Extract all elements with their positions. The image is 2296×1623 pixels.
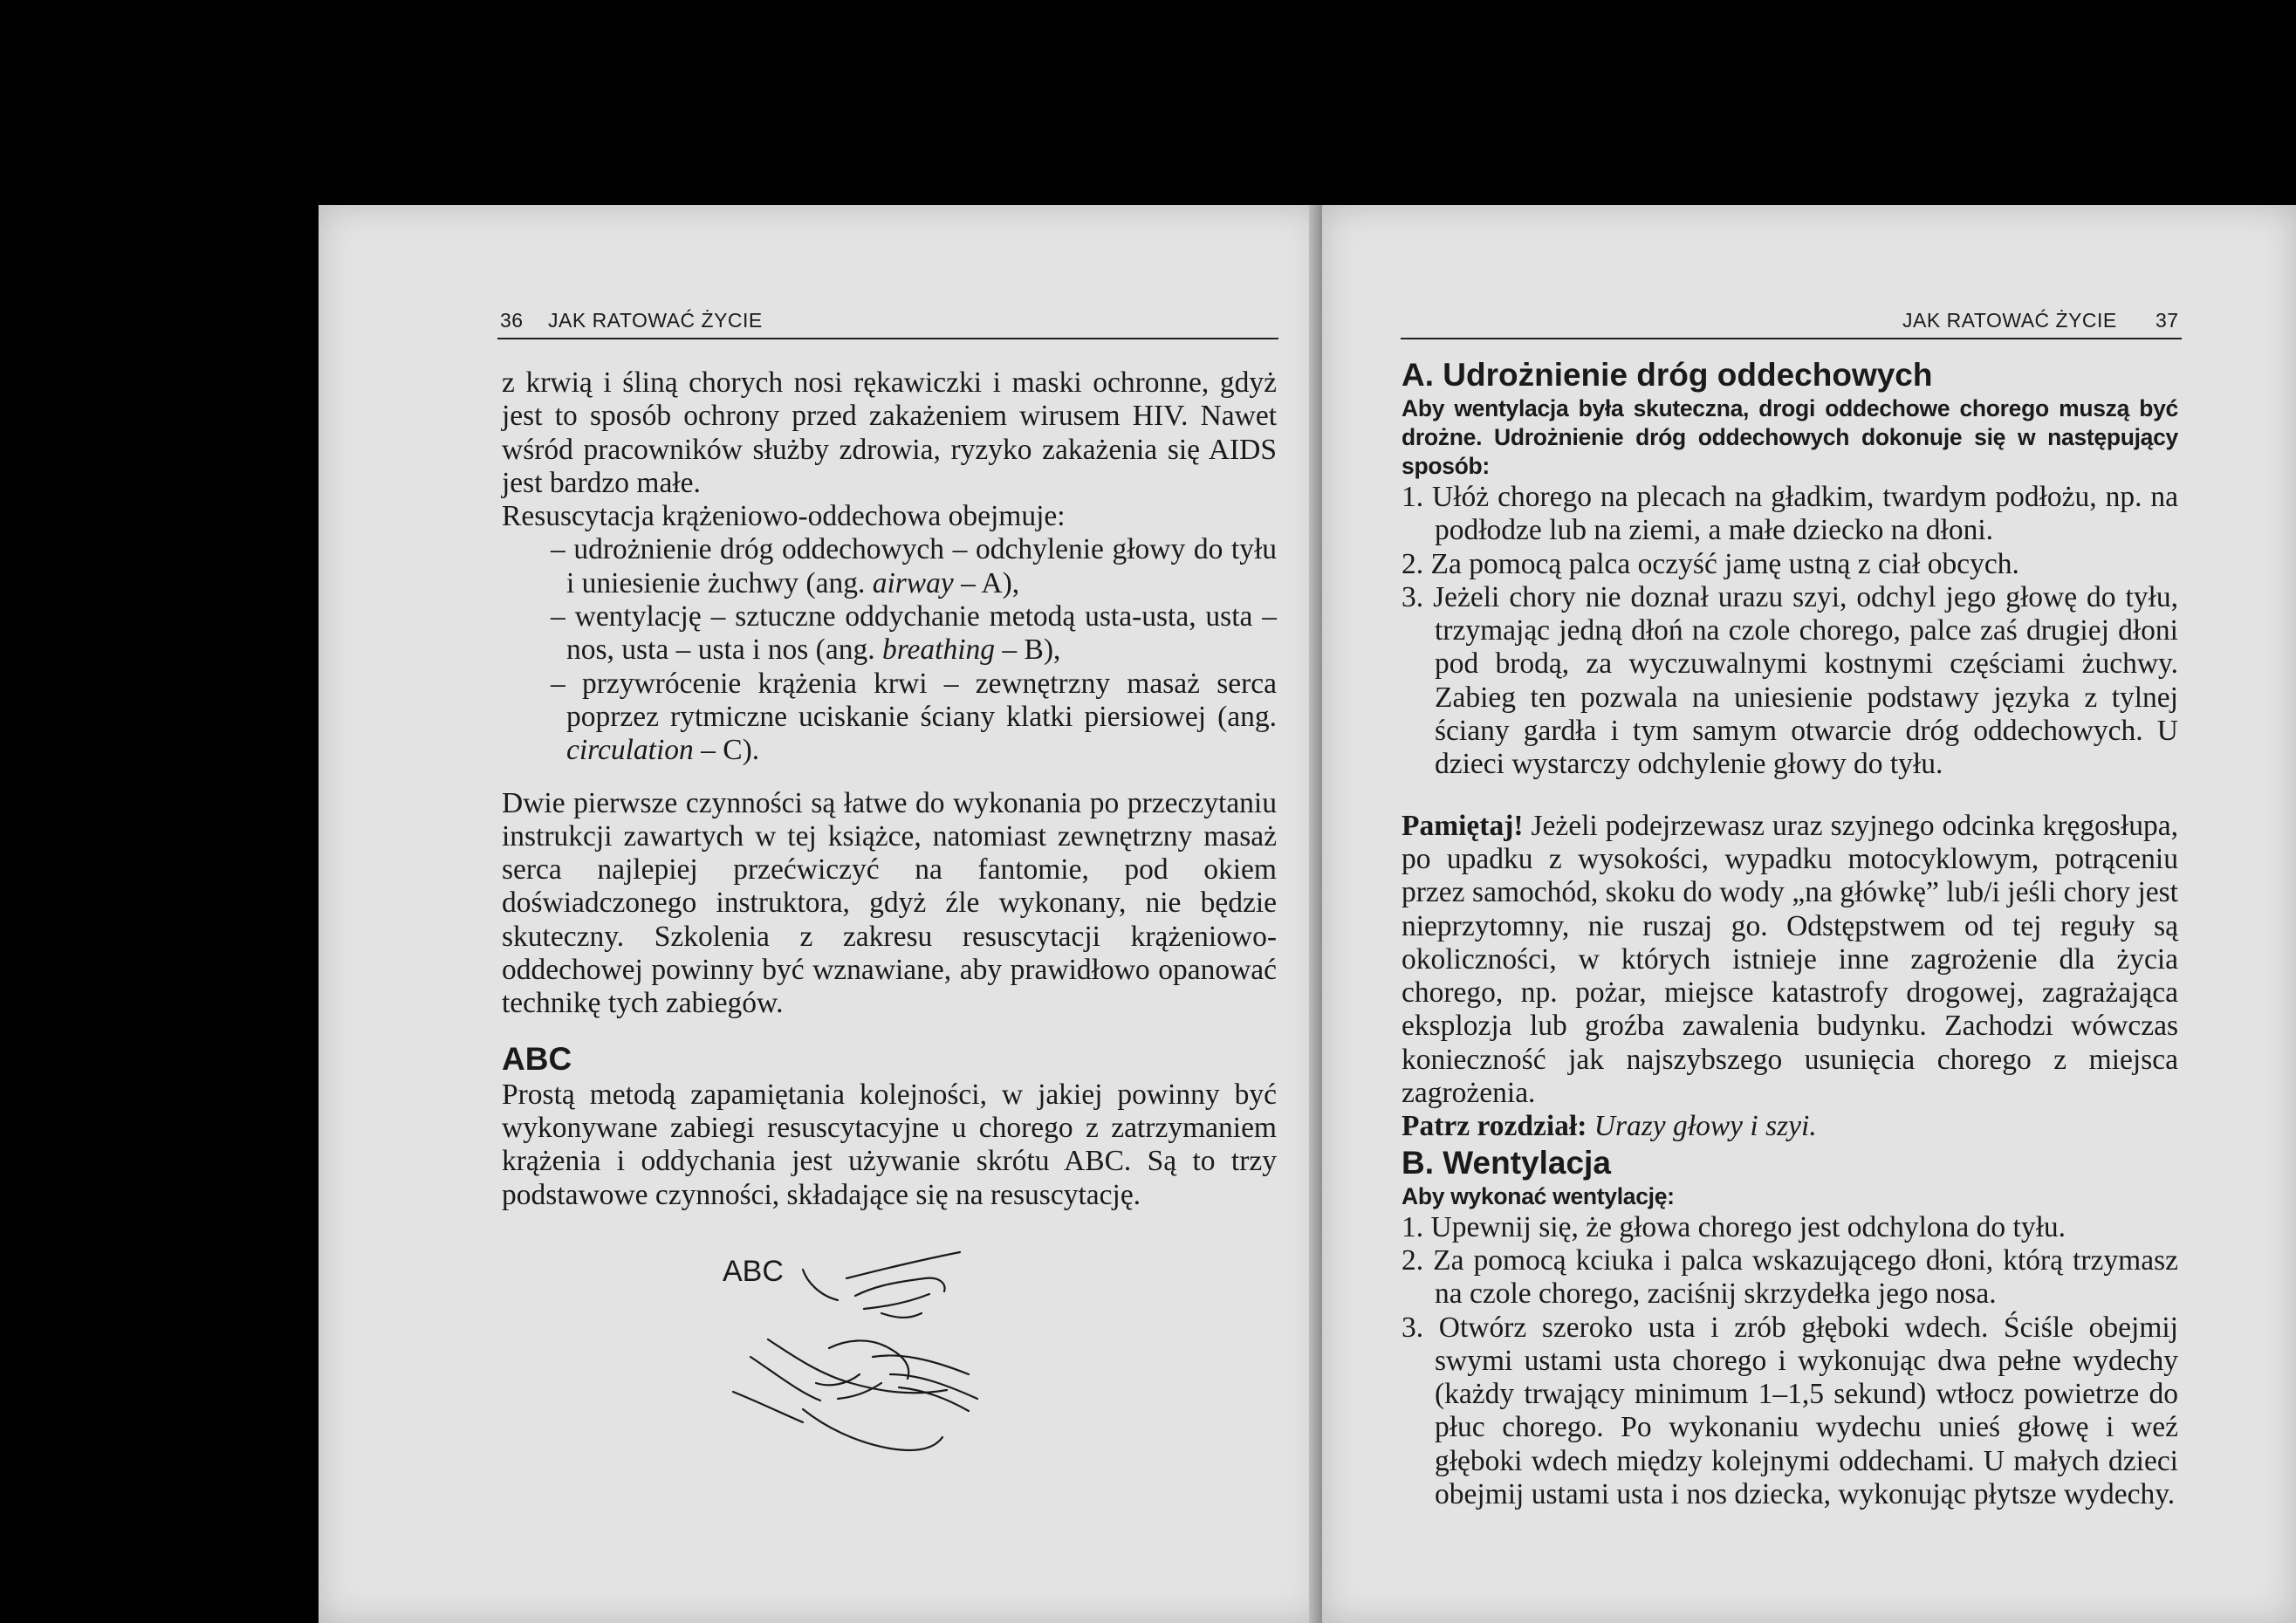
abc-paragraph: Prostą metodą zapamiętania kolejności, w jakiej powinny być wykonywane zabiegi resuscytacyjne u chorego z zatrzymaniem krążenia i oddychania jest używanie skrótu ABC. Są to trzy podstawowe czynności, składające się na resuscytację. bbox=[502, 1078, 1277, 1211]
training-paragraph: Dwie pierwsze czynności są łatwe do wykonania po przeczytaniu instrukcji zawartych w tej książce, natomiast zewnętrzny masaż serca najlepiej przećwiczyć na fantomie, pod okiem doświadczonego instruktora, gdyż źle wykonany, nie będzie skuteczny. Szkolenia z zakresu resuscytacji krążeniowo-oddechowej powinny być wznawiane, aby prawidłowo opanować technikę tych zabiegów. bbox=[502, 786, 1277, 1020]
right-text-block bbox=[1402, 356, 2178, 1511]
list-item: 2. Za pomocą palca oczyść jamę ustną z ciał obcych. bbox=[1402, 547, 2019, 580]
list-item: 3. Jeżeli chory nie doznał urazu szyi, odchyl jego głowę do tyłu, trzymając jedną dłoń na czole chorego, palce zaś drugiej dłoni pod brodą, za wyczuwalnymi kostnymi częściami żuchwy. Zabieg ten pozwala na uniesienie podstawy języka z tylnej ściany gardła i tym samym otwarcie dróg oddechowych. U dzieci wystarczy odchylenie głowy do tyłu. bbox=[1402, 580, 2178, 781]
section-b-steps bbox=[1402, 1211, 2178, 1512]
left-text-block bbox=[502, 366, 1277, 1212]
cpr-list bbox=[551, 533, 1277, 767]
list-item: 1. Ułóż chorego na plecach na gładkim, twardym podłożu, np. na podłodze lub na ziemi, a małe dziecko na dłoni. bbox=[1402, 481, 2178, 547]
section-b-lead: Aby wykonać wentylację: bbox=[1402, 1182, 1675, 1209]
section-a-steps bbox=[1402, 481, 2178, 782]
right-header-rule bbox=[1401, 338, 2182, 339]
section-a-lead: Aby wentylacja była skuteczna, drogi oddechowe chorego muszą być drożne. Udrożnienie dróg oddechowych dokonuje się w następujący sposób: bbox=[1402, 395, 2178, 479]
left-running-head: JAK RATOWAĆ ŻYCIE bbox=[548, 309, 763, 332]
section-b-heading: B. Wentylacja bbox=[1402, 1144, 1611, 1181]
left-header-rule bbox=[497, 338, 1278, 339]
section-a-heading: A. Udrożnienie dróg oddechowych bbox=[1402, 357, 1933, 393]
list-item: – udrożnienie dróg oddechowych – odchylenie głowy do tyłu i uniesienie żuchwy (ang. airway – A), bbox=[551, 533, 1277, 600]
intro-paragraph: z krwią i śliną chorych nosi rękawiczki i maski ochronne, gdyż jest to sposób ochrony przed zakażeniem wirusem HIV. Nawet wśród pracowników służby zdrowia, ryzyko zakażenia się AIDS jest bardzo małe. bbox=[502, 366, 1277, 499]
list-item: – wentylację – sztuczne oddychanie metodą usta-usta, usta – nos, usta – usta i nos (ang. breathing – B), bbox=[551, 600, 1277, 668]
abc-illustration bbox=[716, 1243, 1030, 1457]
cpr-intro: Resuscytacja krążeniowo-oddechowa obejmuje: bbox=[502, 500, 1066, 533]
remember-note: Pamiętaj! Jeżeli podejrzewasz uraz szyjnego odcinka kręgosłupa, po upadku z wysokości, wypadku motocyklowym, potrąceniu przez samochód, skoku do wody „na główkę” lub/i jeśli chory jest nieprzytomny, nie ruszaj go. Odstępstwem od tej reguły są okoliczności, w których istnieje inne zagrożenie dla życia chorego, np. pożar, miejsce katastrofy drogowej, zagrażająca eksplozja lub groźba zawalenia budynku. Zachodzi wówczas konieczność jak najszybszego usunięcia chorego z miejsca zagrożenia. bbox=[1402, 809, 2178, 1110]
list-item: 1. Upewnij się, że głowa chorego jest odchylona do tyłu. bbox=[1402, 1210, 2066, 1243]
abc-heading: ABC bbox=[502, 1040, 572, 1077]
see-chapter: Patrz rozdział: Urazy głowy i szyi. bbox=[1402, 1110, 1817, 1143]
list-item: 2. Za pomocą kciuka i palca wskazującego dłoni, którą trzymasz na czole chorego, zaciśnij skrzydełka jego nosa. bbox=[1402, 1243, 2178, 1311]
right-page-number: 37 bbox=[2155, 309, 2179, 332]
remember-label: Pamiętaj! bbox=[1402, 809, 1524, 842]
list-item: – przywrócenie krążenia krwi – zewnętrzny masaż serca poprzez rytmiczne uciskanie ściany klatki piersiowej (ang. circulation – C). bbox=[551, 668, 1277, 768]
right-running-head: JAK RATOWAĆ ŻYCIE bbox=[1902, 309, 2117, 332]
left-page-number: 36 bbox=[500, 309, 524, 332]
list-item: 3. Otwórz szeroko usta i zrób głęboki wdech. Ściśle obejmij swymi ustami usta chorego i wykonując dwa pełne wydechy (każdy trwający minimum 1–1,5 sekund) wtłocz powietrze do płuc chorego. Po wykonaniu wydechu unieś głowę i weź głęboki wdech między kolejnymi oddechami. U małych dzieci obejmij ustami usta i nos dziecka, wykonując płytsze wydechy. bbox=[1402, 1311, 2178, 1511]
illustration-label: ABC bbox=[723, 1255, 784, 1288]
